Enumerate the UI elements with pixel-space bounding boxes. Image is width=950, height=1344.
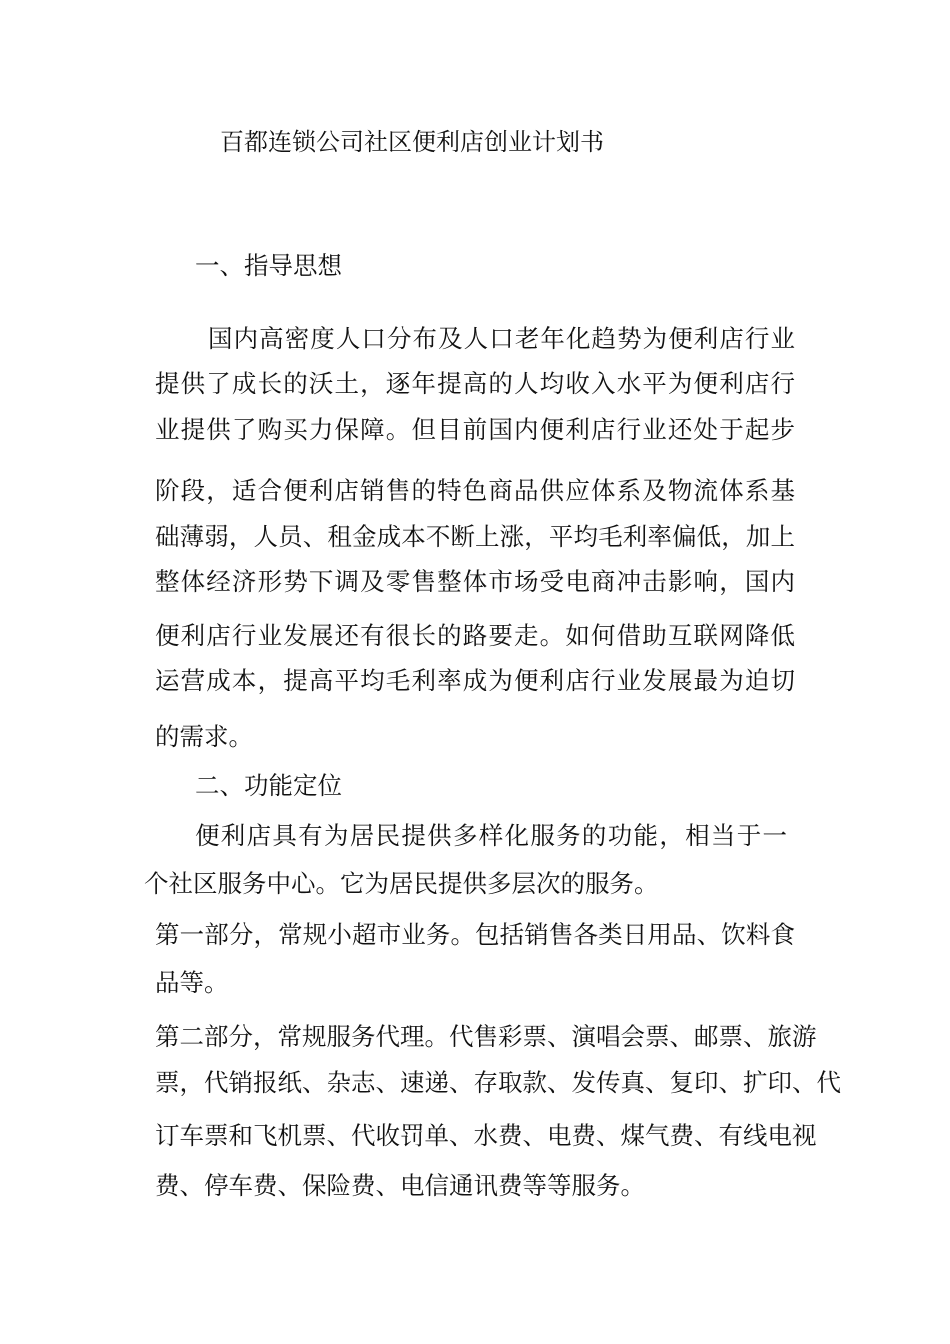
paragraph-line: 第二部分，常规服务代理。代售彩票、演唱会票、邮票、旅游 (155, 1022, 817, 1051)
paragraph-line: 票，代销报纸、杂志、速递、存取款、发传真、复印、扩印、代 (155, 1068, 841, 1097)
paragraph-line: 订车票和飞机票、代收罚单、水费、电费、煤气费、有线电视 (155, 1121, 817, 1150)
paragraph-line: 便利店具有为居民提供多样化服务的功能，相当于一 (195, 821, 787, 850)
paragraph-line: 阶段，适合便利店销售的特色商品供应体系及物流体系基 (155, 476, 795, 505)
paragraph-line: 提供了成长的沃土，逐年提高的人均收入水平为便利店行 (155, 369, 795, 398)
paragraph-line: 第一部分，常规小超市业务。包括销售各类日用品、饮料食 (155, 920, 795, 949)
document-title: 百都连锁公司社区便利店创业计划书 (220, 128, 604, 156)
paragraph-line: 个社区服务中心。它为居民提供多层次的服务。 (144, 869, 659, 898)
paragraph-line: 品等。 (155, 968, 229, 997)
paragraph-line: 费、停车费、保险费、电信通讯费等等服务。 (155, 1171, 645, 1200)
paragraph-line: 国内高密度人口分布及人口老年化趋势为便利店行业 (208, 324, 795, 353)
paragraph-line: 运营成本，提高平均毛利率成为便利店行业发展最为迫切 (155, 666, 795, 695)
paragraph-line: 的需求。 (155, 722, 253, 751)
paragraph-line: 整体经济形势下调及零售整体市场受电商冲击影响，国内 (155, 567, 795, 596)
paragraph-line: 业提供了购买力保障。但目前国内便利店行业还处于起步 (155, 415, 795, 444)
paragraph-line: 便利店行业发展还有很长的路要走。如何借助互联网降低 (155, 621, 795, 650)
section-heading: 一、指导思想 (195, 251, 342, 280)
paragraph-line: 础薄弱，人员、租金成本不断上涨，平均毛利率偏低，加上 (155, 522, 795, 551)
section-heading: 二、功能定位 (195, 771, 342, 800)
